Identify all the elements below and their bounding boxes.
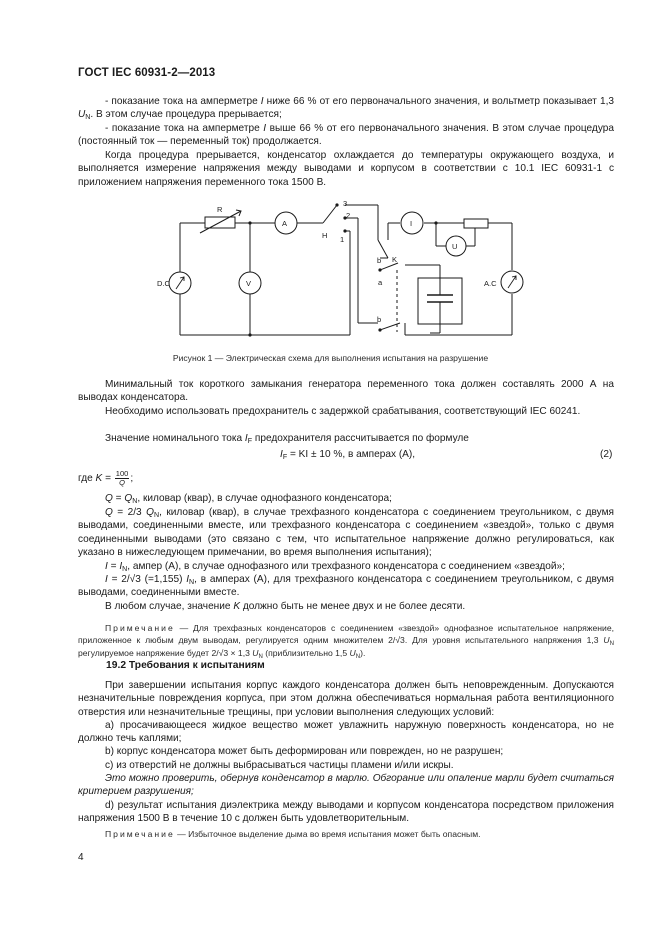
- label-a: A: [282, 219, 288, 228]
- def-i-single: $I = I_N$, ампер (А), в случае однофазного или трехфазного конденсатора с соединением «звездой»;: [105, 561, 565, 573]
- def-i-delta: I = 2/√3 (=1,155) $I_N$, в амперах (А), для трехфазного конденсатора с соединением треугольником, с двумя выводами, соединенными вместе.: [78, 574, 615, 599]
- def-q-three-phase: Q = 2/3 $Q_N$, киловар (квар), в случае трехфазного конденсатора с соединением треугольником, с двумя выводами, соединенными вместе, или трехфазного конденсатора с соединением «звездой», только с двумя соединенными выводами (это связано с тем, что испытательное напряжение должно регулироваться, как указано в нижеследующем примечании, во время выполнения испытания);: [78, 507, 614, 559]
- formula-2: $I_F$ = KI ± 10 %, в амперах (A),: [280, 449, 416, 461]
- label-u: U: [452, 242, 458, 251]
- figure-caption: Рисунок 1 — Электрическая схема для выполнения испытания на разрушение: [172, 353, 489, 363]
- circuit-diagram: [0, 0, 661, 370]
- page-number: 4: [78, 852, 84, 863]
- section-heading: 19.2 Требования к испытаниям: [106, 660, 265, 671]
- fuse: [464, 219, 488, 228]
- label-i: I: [410, 219, 413, 228]
- requirement-d: d) результат испытания диэлектрика между выводами и корпусом конденсатора посредством приложения напряжения 1500 В в течение 10 с должен быть удовлетворительным.: [78, 800, 614, 825]
- requirement-b: b) корпус конденсатора может быть деформирован или поврежден, но не разрушен;: [105, 746, 504, 757]
- label-k: K: [392, 255, 398, 264]
- paragraph-short-circuit: Минимальный ток короткого замыкания генератора переменного тока должен составлять 2000 А на выводах конденсатора.: [78, 379, 614, 404]
- requirement-c-check: Это можно проверить, обернув конденсатор в марлю. Обгорание или опаление марли будет считаться критерием разрушения;: [78, 773, 614, 798]
- label-dc: D.C: [157, 279, 170, 288]
- label-b-lower: b: [377, 315, 382, 324]
- paragraph-procedure-stopped: Когда процедура прерывается, конденсатор охлаждается до температуры окружающего воздуха, и выполняется измерение напряжения между выводами и корпусом в соответствии с 10.1 IEC 60931-1 с приложением напряжения переменного тока 1500 В.: [78, 150, 614, 188]
- paragraph-current-above: - показание тока на амперметре I выше 66 % от его первоначального значения. В этом случае процедура (постоянный ток — переменный ток) продолжается.: [78, 123, 614, 148]
- note-smoke: Примечание — Избыточное выделение дыма во время испытания может быть опасным.: [105, 829, 481, 839]
- paragraph-requirements: При завершении испытания корпус каждого конденсатора должен быть неповрежденным. Допускаются незначительные повреждения корпуса, при этом должна обеспечиваться нормальная работа вентиляционного отверстия или незначительные трещины, при условии выполнения следующих условий:: [78, 680, 614, 718]
- note-star-connection: Примечание — Для трехфазных конденсаторов с соединением «звездой» однофазное испытательное напряжение, приложенное к любым двум выводам, регулируется одним множителем 2/√3. Для уровня испытательного напряжения 1,3 $U_N$ регулируемое напряжение будет 2/√3 × 1,3 $U_N$ (приблизительно 1,5 $U_N$).: [78, 623, 614, 660]
- formula-number: (2): [600, 449, 613, 460]
- def-q-single: $Q = Q_N$, киловар (квар), в случае однофазного конденсатора;: [105, 493, 392, 505]
- paragraph-fuse: Необходимо использовать предохранитель с задержкой срабатывания, соответствующий IEC 60241.: [105, 406, 581, 417]
- label-v: V: [246, 279, 252, 288]
- paragraph-fuse-current: Значение номинального тока $I_F$ предохранителя рассчитывается по формуле: [105, 433, 469, 445]
- where-k: где K = $\frac{100}{Q}$ ;: [78, 469, 134, 487]
- label-3: 3: [343, 199, 348, 208]
- document-header: ГОСТ IEC 60931-2—2013: [78, 67, 216, 79]
- label-ac: A.C: [484, 279, 497, 288]
- label-r: R: [217, 205, 223, 214]
- fraction: $\frac{100}{Q}$: [115, 469, 129, 487]
- label-1: 1: [340, 235, 345, 244]
- requirement-a: a) просачивающееся жидкое вещество может увлажнить наружную поверхность конденсатора, но не должно течь каплями;: [78, 720, 614, 745]
- label-h: H: [322, 231, 328, 240]
- label-a-contact: a: [378, 278, 383, 287]
- requirement-c: c) из отверстий не должны выбрасываться частицы пламени и/или искры.: [105, 760, 454, 771]
- label-2: 2: [346, 211, 351, 220]
- paragraph-k-limits: В любом случае, значение K должно быть не менее двух и не более десяти.: [105, 601, 466, 612]
- label-b-upper: b: [377, 256, 382, 265]
- paragraph-current-below: - показание тока на амперметре I ниже 66 % от его первоначального значения, и вольтметр показывает 1,3 $U_N$. В этом случае процедура прерывается;: [78, 96, 614, 122]
